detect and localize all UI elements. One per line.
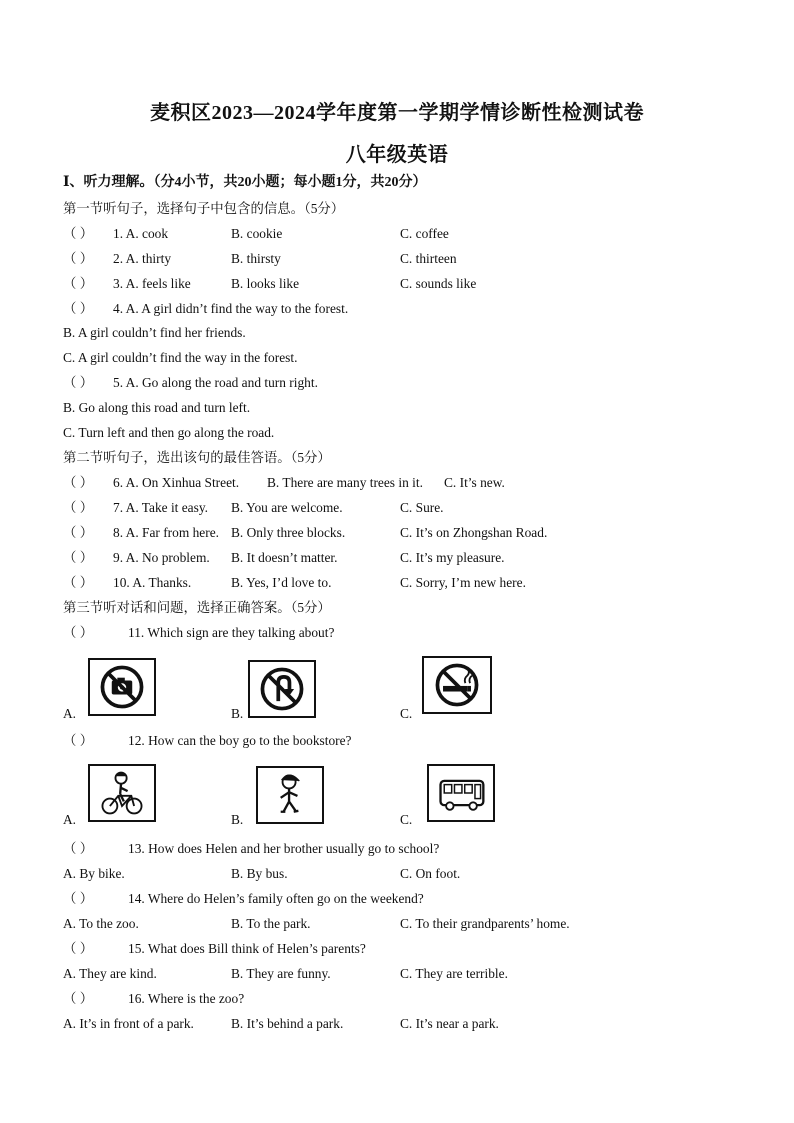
q11-label-a: A. — [63, 706, 77, 721]
option-a: 6. A. On Xinhua Street. — [113, 475, 240, 490]
option-a: A. To the zoo. — [63, 916, 139, 931]
option-b: B. By bus. — [231, 866, 288, 881]
q12-label-b: B. — [231, 812, 244, 827]
option-a: 5. A. Go along the road and turn right. — [113, 375, 318, 390]
option-b: B. You are welcome. — [231, 500, 343, 515]
answer-paren: （ ） — [63, 891, 94, 906]
option-a: 7. A. Take it easy. — [113, 500, 209, 515]
boy-riding-bike-icon — [88, 764, 156, 822]
option-c: C. They are terrible. — [400, 966, 508, 981]
question-text: 13. How does Helen and her brother usually go to school? — [128, 841, 440, 856]
option-b: B. thirsty — [231, 251, 281, 266]
q12-label-c: C. — [400, 812, 413, 827]
answer-paren: （ ） — [63, 575, 94, 590]
no-u-turn-icon — [248, 660, 316, 718]
option-b: B. It’s behind a park. — [231, 1016, 344, 1031]
option-a: 1. A. cook — [113, 226, 169, 241]
option-c: C. On foot. — [400, 866, 461, 881]
answer-paren: （ ） — [63, 625, 94, 640]
question-4-option-b: B. A girl couldn’t find her friends. — [63, 325, 246, 340]
option-b: B. There are many trees in it. — [267, 475, 423, 490]
section3-heading: 第三节听对话和问题，选择正确答案。（5分） — [63, 600, 331, 615]
option-c: C. thirteen — [400, 251, 457, 266]
option-a: 10. A. Thanks. — [113, 575, 192, 590]
answer-paren: （ ） — [63, 276, 94, 291]
option-c: C. It’s new. — [444, 475, 505, 490]
question-5-option-b: B. Go along this road and turn left. — [63, 400, 251, 415]
option-c: C. Sure. — [400, 500, 444, 515]
question-text: 14. Where do Helen’s family often go on the weekend? — [128, 891, 424, 906]
question-text: 12. How can the boy go to the bookstore? — [128, 733, 352, 748]
section1-heading: 第一节听句子，选择句子中包含的信息。（5分） — [63, 201, 345, 216]
option-a: A. By bike. — [63, 866, 125, 881]
option-b: B. Only three blocks. — [231, 525, 346, 540]
option-c: C. It’s my pleasure. — [400, 550, 505, 565]
part1-heading: Ⅰ、听力理解。（分4小节，共20小题；每小题1分，共20分） — [63, 175, 427, 190]
option-b: B. Yes, I’d love to. — [231, 575, 332, 590]
answer-paren: （ ） — [63, 733, 94, 748]
answer-paren: （ ） — [63, 500, 94, 515]
option-c: C. Sorry, I’m new here. — [400, 575, 526, 590]
answer-paren: （ ） — [63, 301, 94, 316]
boy-walking-icon — [256, 766, 324, 824]
option-b: B. It doesn’t matter. — [231, 550, 338, 565]
option-a: 2. A. thirty — [113, 251, 172, 266]
answer-paren: （ ） — [63, 991, 94, 1006]
answer-paren: （ ） — [63, 841, 94, 856]
question-5-option-c: C. Turn left and then go along the road. — [63, 425, 275, 440]
question-4-option-c: C. A girl couldn’t find the way in the forest. — [63, 350, 298, 365]
question-text: 15. What does Bill think of Helen’s parents? — [128, 941, 366, 956]
option-b: B. cookie — [231, 226, 283, 241]
answer-paren: （ ） — [63, 941, 94, 956]
option-b: B. To the park. — [231, 916, 311, 931]
option-c: C. To their grandparents’ home. — [400, 916, 570, 931]
answer-paren: （ ） — [63, 251, 94, 266]
exam-title: 麦积区2023—2024学年度第一学期学情诊断性检测试卷 — [150, 102, 644, 124]
question-text: 16. Where is the zoo? — [128, 991, 245, 1006]
option-a: 9. A. No problem. — [113, 550, 210, 565]
q11-label-b: B. — [231, 706, 244, 721]
answer-paren: （ ） — [63, 525, 94, 540]
answer-paren: （ ） — [63, 375, 94, 390]
no-smoking-icon — [422, 656, 492, 714]
option-a: 3. A. feels like — [113, 276, 191, 291]
option-a: A. It’s in front of a park. — [63, 1016, 194, 1031]
answer-paren: （ ） — [63, 475, 94, 490]
q12-label-a: A. — [63, 812, 77, 827]
option-c: C. It’s near a park. — [400, 1016, 499, 1031]
q11-label-c: C. — [400, 706, 413, 721]
option-b: B. They are funny. — [231, 966, 331, 981]
option-b: B. looks like — [231, 276, 300, 291]
option-a: A. They are kind. — [63, 966, 157, 981]
option-c: C. coffee — [400, 226, 449, 241]
section2-heading: 第二节听句子，选出该句的最佳答语。（5分） — [63, 450, 331, 465]
option-c: C. sounds like — [400, 276, 477, 291]
exam-subtitle: 八年级英语 — [345, 144, 449, 166]
answer-paren: （ ） — [63, 226, 94, 241]
answer-paren: （ ） — [63, 550, 94, 565]
option-a: 4. A. A girl didn’t find the way to the forest. — [113, 301, 349, 316]
no-camera-icon — [88, 658, 156, 716]
bus-icon — [427, 764, 495, 822]
option-a: 8. A. Far from here. — [113, 525, 219, 540]
question-text: 11. Which sign are they talking about? — [128, 625, 335, 640]
option-c: C. It’s on Zhongshan Road. — [400, 525, 548, 540]
